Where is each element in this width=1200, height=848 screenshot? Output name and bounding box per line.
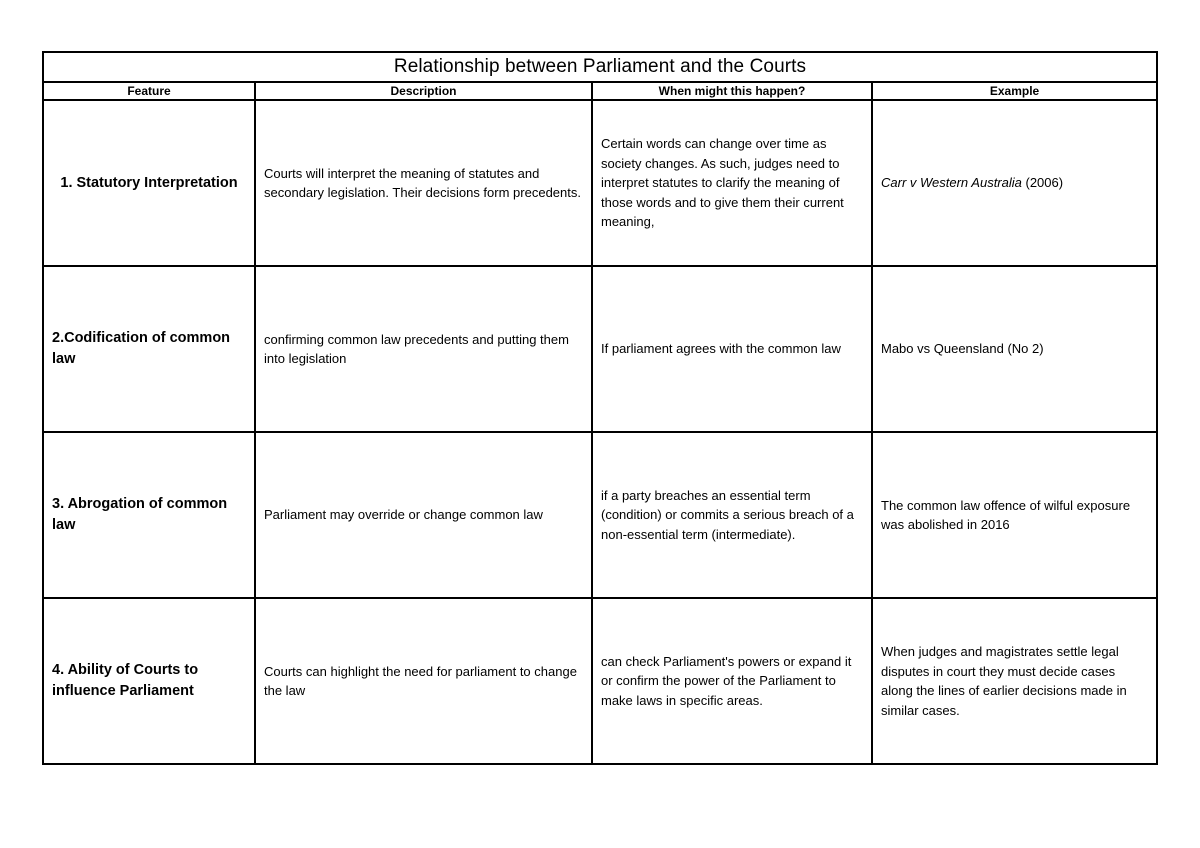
header-when: When might this happen?: [592, 82, 872, 100]
feature-cell: 2.Codification of common law: [43, 266, 255, 432]
table-title: Relationship between Parliament and the Courts: [43, 52, 1157, 82]
table-row: [43, 100, 1157, 266]
description-cell: Courts will interpret the meaning of statutes and secondary legislation. Their decisions form precedents.: [255, 100, 592, 266]
description-cell: Courts can highlight the need for parliament to change the law: [255, 598, 592, 764]
header-description: Description: [255, 82, 592, 100]
when-cell: Certain words can change over time as society changes. As such, judges need to interpret statutes to clarify the meaning of those words and to give them their current meaning,: [592, 100, 872, 266]
feature-cell: 4. Ability of Courts to influence Parliament: [43, 598, 255, 764]
example-cell: Mabo vs Queensland (No 2): [872, 266, 1157, 432]
table-row: [43, 266, 1157, 432]
table-row: [43, 432, 1157, 598]
relationship-table: [42, 51, 1158, 765]
example-cell: [872, 100, 1157, 266]
table-row: [43, 598, 1157, 764]
when-cell: If parliament agrees with the common law: [592, 266, 872, 432]
header-example: Example: [872, 82, 1157, 100]
header-feature: Feature: [43, 82, 255, 100]
description-cell: confirming common law precedents and putting them into legislation: [255, 266, 592, 432]
when-cell: can check Parliament's powers or expand it or confirm the power of the Parliament to make laws in specific areas.: [592, 598, 872, 764]
when-cell: if a party breaches an essential term (condition) or commits a serious breach of a non-essential term (intermediate).: [592, 432, 872, 598]
example-case-year: (2006): [1021, 175, 1064, 191]
feature-cell: 1. Statutory Interpretation: [43, 100, 255, 266]
example-cell: The common law offence of wilful exposure was abolished in 2016: [872, 432, 1157, 598]
feature-cell: 3. Abrogation of common law: [43, 432, 255, 598]
example-cell: When judges and magistrates settle legal disputes in court they must decide cases along the lines of earlier decisions made in similar cases.: [872, 598, 1157, 764]
example-case-name: Carr v Western Australia: [881, 175, 1022, 191]
description-cell: Parliament may override or change common law: [255, 432, 592, 598]
